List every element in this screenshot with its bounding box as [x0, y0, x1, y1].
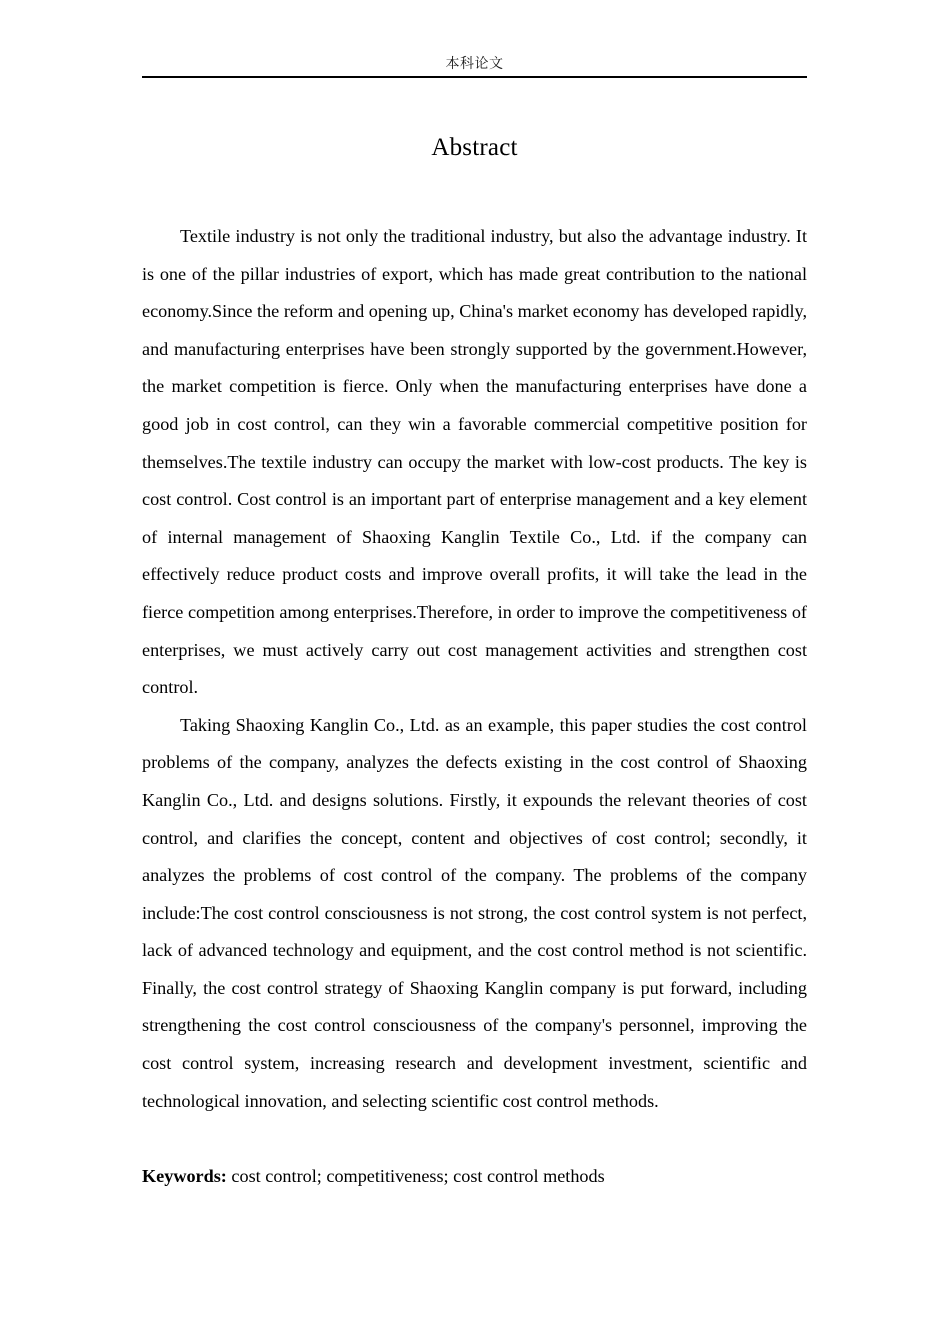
keywords-spacer [142, 1120, 807, 1158]
abstract-paragraph-1: Textile industry is not only the traditional industry, but also the advantage industry. It is one of the pillar industries of export, which has made great contribution to the national economy.Since the reform and opening up, China's market economy has developed rapidly, and manufacturing enterprises have been strongly supported by the government.However, the market competition is fierce. Only when the manufacturing enterprises have done a good job in cost control, can they win a favorable commercial competitive position for themselves.The textile industry can occupy the market with low-cost products. The key is cost control. Cost control is an important part of enterprise management and a key element of internal management of Shaoxing Kanglin Textile Co., Ltd. if the company can effectively reduce product costs and improve overall profits, it will take the lead in the fierce competition among enterprises.Therefore, in order to improve the competitiveness of enterprises, we must actively carry out cost management activities and strengthen cost control. [142, 226, 807, 698]
abstract-body [142, 218, 807, 1195]
keywords-value: cost control; competitiveness; cost control methods [231, 1165, 605, 1186]
keywords-label: Keywords: [142, 1165, 227, 1186]
abstract-paragraph-2: Taking Shaoxing Kanglin Co., Ltd. as an example, this paper studies the cost control problems of the company, analyzes the defects existing in the cost control of Shaoxing Kanglin Co., Ltd. and designs solutions. Firstly, it expounds the relevant theories of cost control, and clarifies the concept, content and objectives of cost control; secondly, it analyzes the problems of cost control of the company. The problems of the company include:The cost control consciousness is not strong, the cost control system is not perfect, lack of advanced technology and equipment, and the cost control method is not scientific. Finally, the cost control strategy of Shaoxing Kanglin company is put forward, including strengthening the cost control consciousness of the company's personnel, improving the cost control system, increasing research and development investment, scientific and technological innovation, and selecting scientific cost control methods. [142, 714, 807, 1111]
header-divider-rule [142, 76, 807, 78]
running-header-text: 本科论文 [445, 56, 504, 72]
keywords-line [142, 1158, 807, 1196]
page-header [142, 56, 807, 78]
page-title: Abstract [431, 134, 518, 161]
